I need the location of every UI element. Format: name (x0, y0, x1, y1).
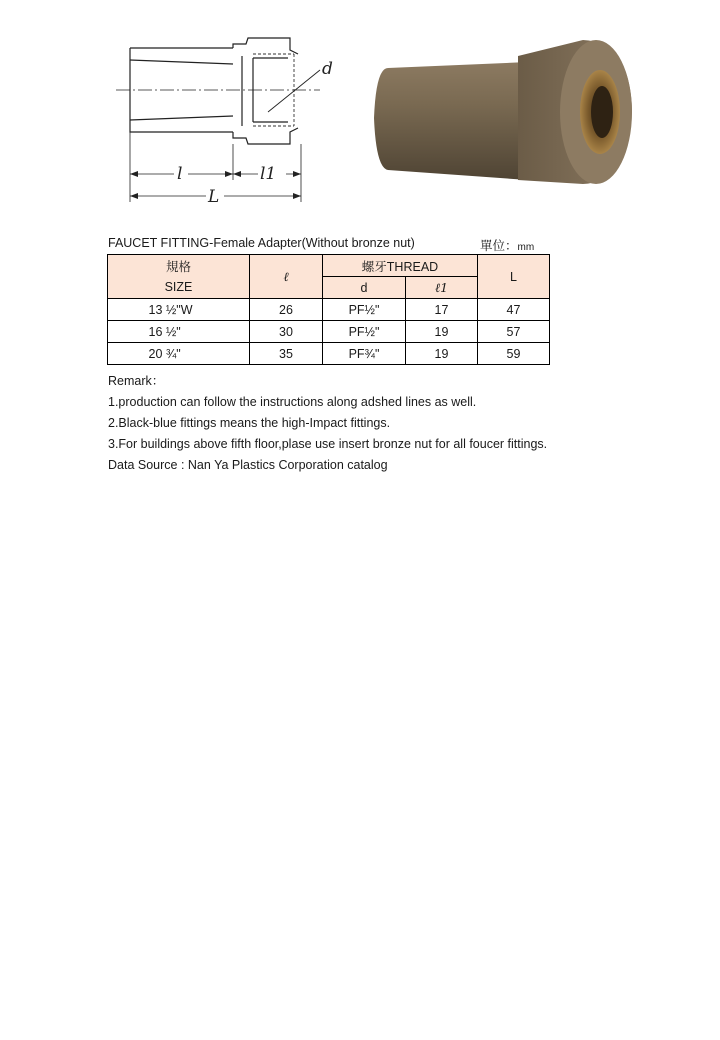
cell-l: 30 (250, 321, 323, 343)
unit-label (480, 236, 534, 254)
cell-L: 47 (478, 299, 550, 321)
cell-size: 16 ½" (148, 324, 181, 339)
cell-l1: 19 (406, 321, 478, 343)
spec-table (107, 254, 550, 365)
remark-line-1: 1.production can follow the instructions along adshed lines as well. (108, 395, 477, 409)
product-photo (368, 28, 648, 198)
cell-L: 59 (478, 343, 550, 365)
unit-value: mm (517, 242, 535, 253)
remark-heading: Remark： (108, 374, 165, 388)
header-d: d (323, 277, 406, 299)
cell-l: 26 (250, 299, 323, 321)
remark-line-2: 2.Black-blue fittings means the high-Impact fittings. (108, 416, 391, 430)
header-size-zh: 規格 (108, 255, 250, 277)
product-title: FAUCET FITTING-Female Adapter(Without bronze nut) (108, 236, 415, 250)
header-l: ℓ (250, 255, 323, 299)
drawing-label-l: l (177, 164, 183, 184)
cell-L: 57 (478, 321, 550, 343)
cell-d: PF½" (323, 321, 406, 343)
header-size-en: SIZE (108, 277, 250, 299)
unit-label-text: 單位： (480, 239, 518, 253)
cell-size: 13 ½"W (148, 302, 193, 317)
drawing-label-l1: l1 (260, 164, 277, 184)
drawing-label-L: L (208, 187, 220, 207)
cell-l1: 17 (406, 299, 478, 321)
cell-d: PF½" (323, 299, 406, 321)
cell-d: PF¾" (323, 343, 406, 365)
cell-l1: 19 (406, 343, 478, 365)
table-row (108, 321, 550, 343)
cell-size: 20 ¾" (148, 346, 181, 361)
remarks (108, 371, 547, 476)
drawing-label-d: d (322, 59, 333, 79)
data-source: Data Source : Nan Ya Plastics Corporation catalog (108, 458, 388, 472)
technical-drawing (108, 20, 358, 210)
table-row (108, 299, 550, 321)
remark-line-3: 3.For buildings above fifth floor,plase use insert bronze nut for all foucer fittings. (108, 437, 548, 451)
header-thread: 螺牙THREAD (323, 255, 478, 277)
table-row (108, 343, 550, 365)
header-l1: ℓ1 (406, 277, 478, 299)
header-L: L (478, 255, 550, 299)
cell-l: 35 (250, 343, 323, 365)
title-line (108, 236, 568, 254)
